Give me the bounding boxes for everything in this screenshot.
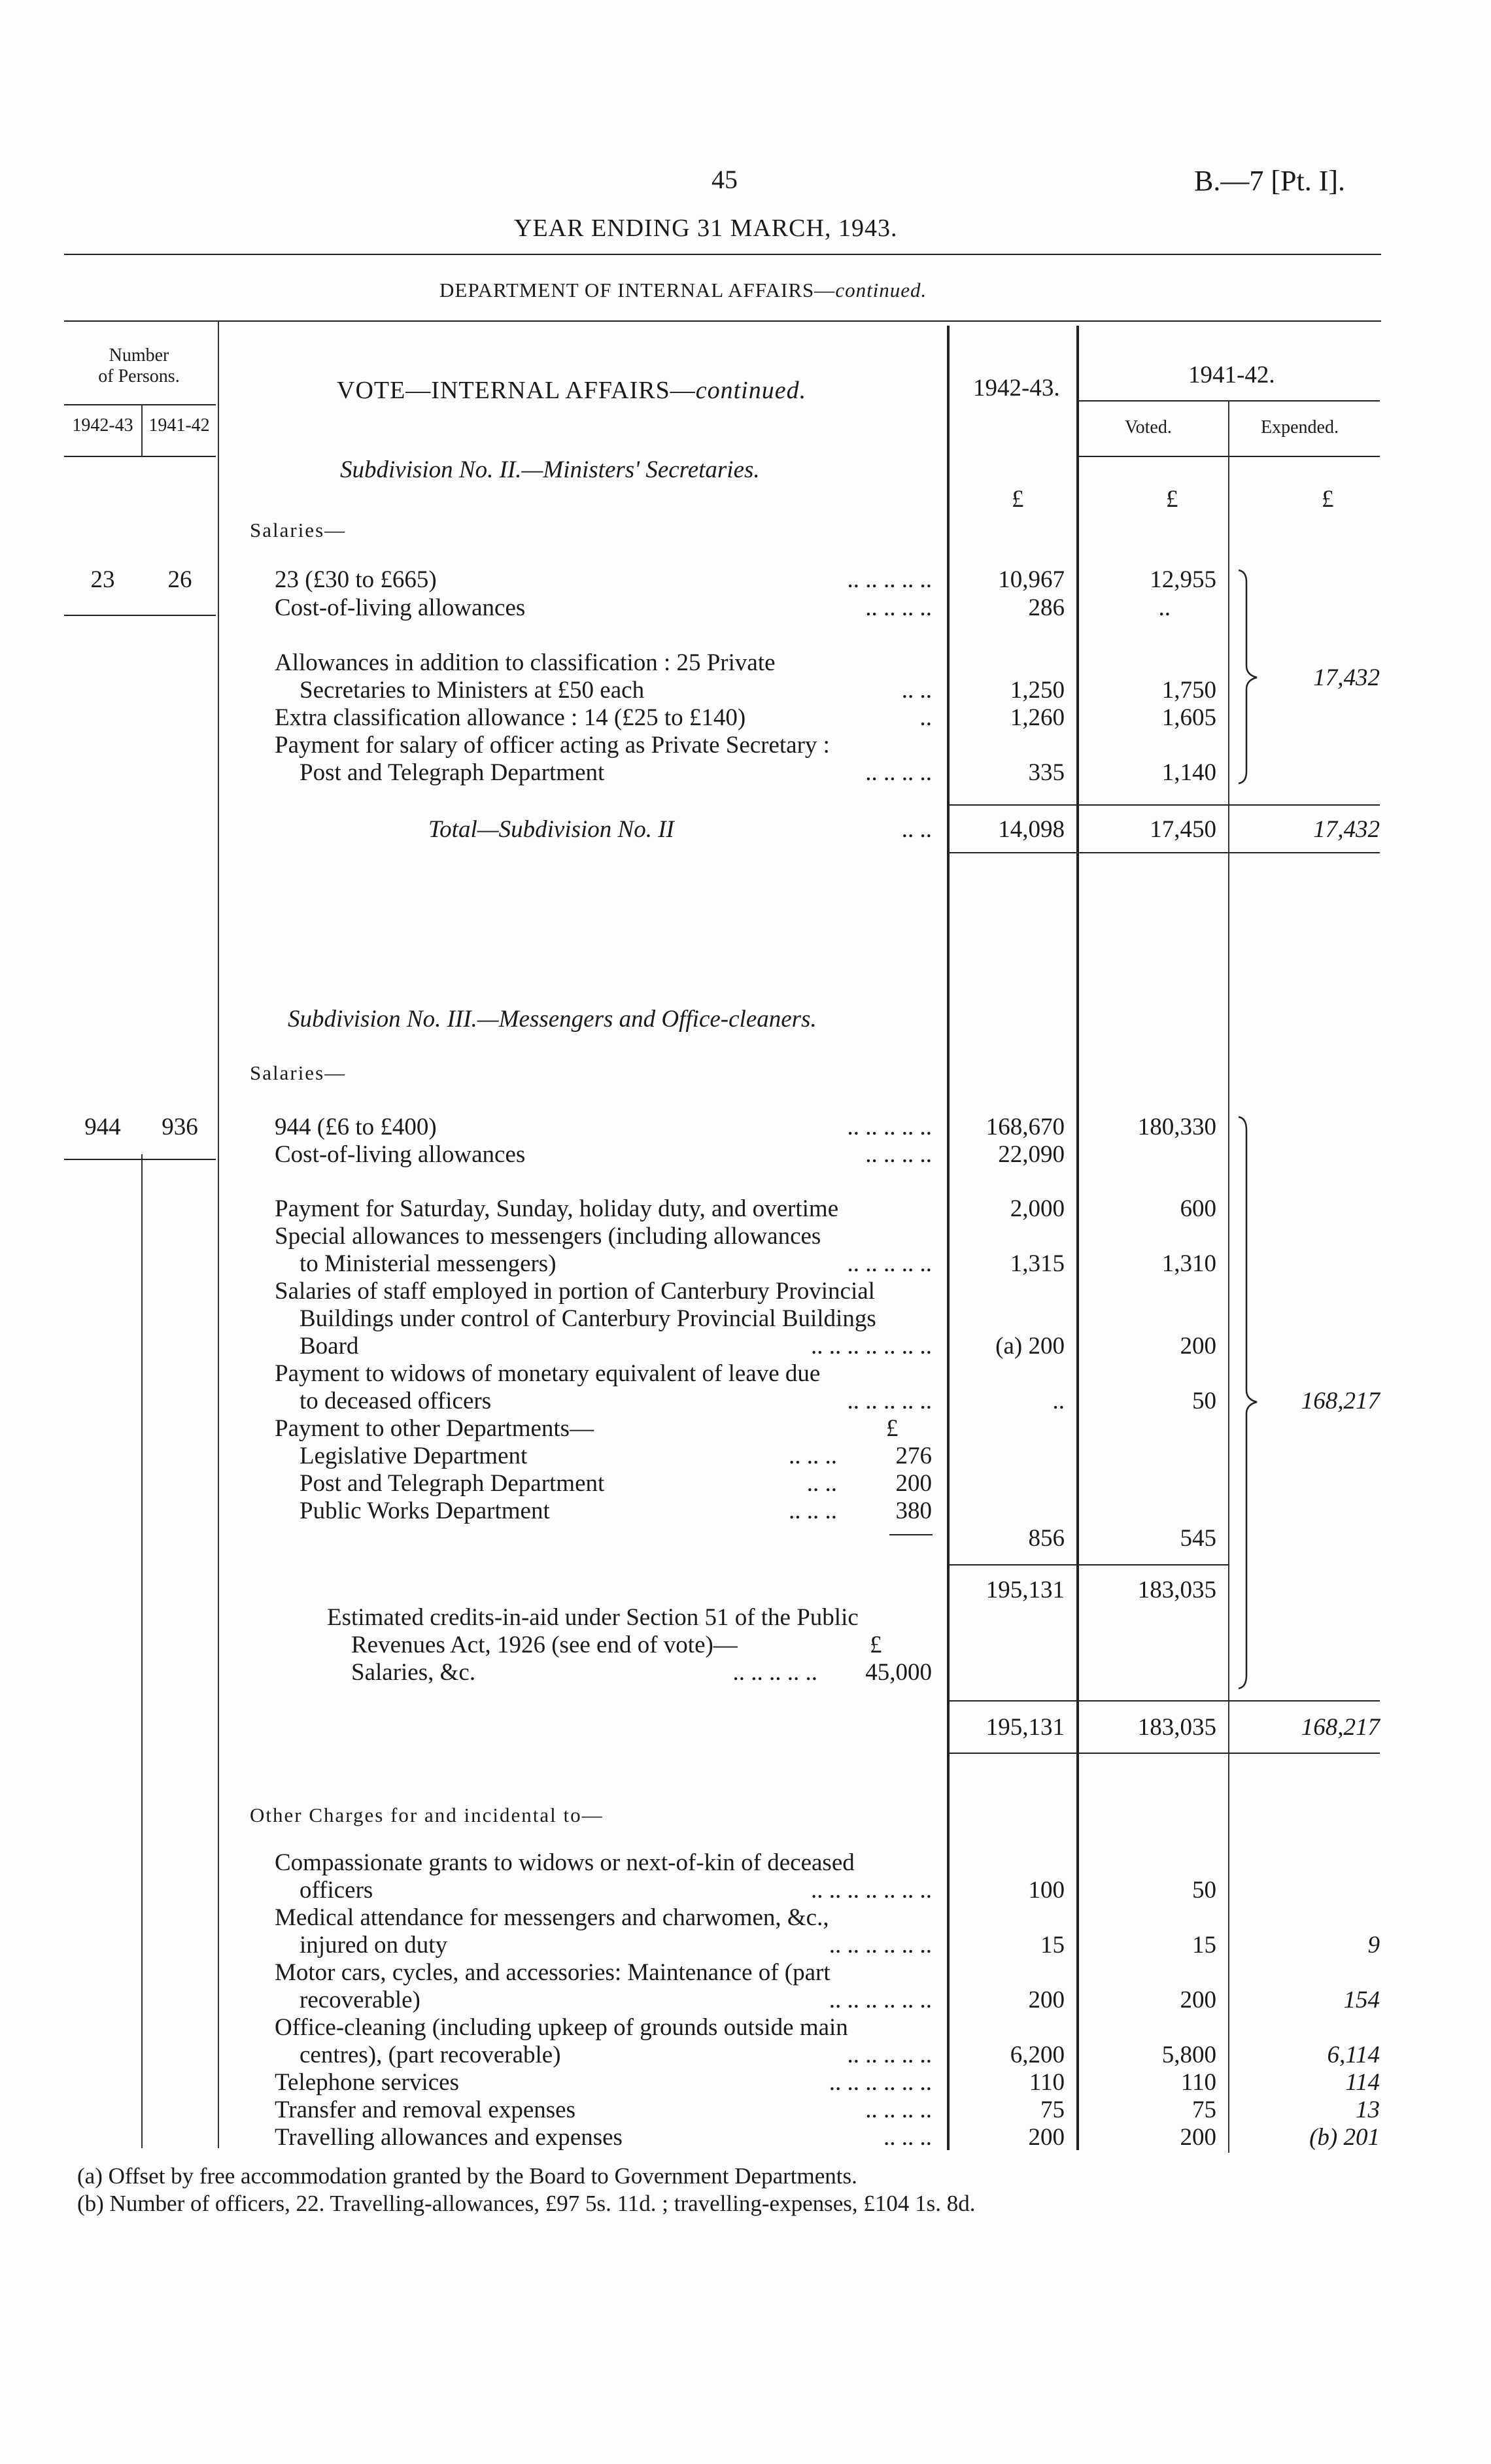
leader-dots: .. .. .. bbox=[789, 1497, 837, 1524]
other-dept-label: Legislative Department bbox=[300, 1443, 528, 1469]
charge-expended: 114 bbox=[1345, 2069, 1380, 2096]
leader-dots: .. .. .. .. bbox=[865, 759, 932, 786]
persons-col-rule bbox=[64, 456, 216, 457]
credits-label-cont: Revenues Act, 1926 (see end of vote)— bbox=[351, 1632, 738, 1658]
credits-amount: 45,000 bbox=[865, 1659, 932, 1686]
leader-dots: .. .. bbox=[901, 677, 932, 704]
sub3-row-voted: 600 bbox=[1180, 1195, 1216, 1222]
leader-dots: .. .. .. .. bbox=[865, 2096, 932, 2123]
sub3-row-1942: .. bbox=[1052, 1388, 1065, 1414]
sub3-row-label-cont: Buildings under control of Canterbury Provincial Buildings bbox=[300, 1305, 876, 1332]
charge-label: Motor cars, cycles, and accessories: Maintenance of (part bbox=[275, 1959, 831, 1986]
charge-label: Transfer and removal expenses bbox=[275, 2096, 575, 2123]
sub2-row-label: Payment for salary of officer acting as Private Secretary : bbox=[275, 732, 830, 759]
other-charges-heading: Other Charges for and incidental to— bbox=[250, 1804, 604, 1826]
charge-label: Telephone services bbox=[275, 2069, 459, 2096]
sub3-subtotal-rule bbox=[947, 1564, 1229, 1566]
leader-dots: .. .. bbox=[806, 1470, 837, 1497]
page-number: 45 bbox=[711, 165, 738, 194]
sub3-row-voted: 545 bbox=[1180, 1525, 1216, 1552]
charge-label: Travelling allowances and expenses bbox=[275, 2124, 623, 2151]
persons-header-rule bbox=[64, 404, 216, 405]
sub2-row-voted: 1,140 bbox=[1161, 759, 1216, 786]
sub3-row-label: Special allowances to messengers (including allowances bbox=[275, 1223, 821, 1250]
sub3-row-label-cont: to Ministerial messengers) bbox=[300, 1250, 557, 1277]
charge-label: Medical attendance for messengers and charwomen, &c., bbox=[275, 1904, 829, 1931]
col-1942-divider bbox=[947, 326, 950, 2150]
charge-expended: (b) 201 bbox=[1309, 2124, 1380, 2151]
sub3-row-label: Payment to widows of monetary equivalent of leave due bbox=[275, 1360, 821, 1387]
sub2-total-label: Total—Subdivision No. II bbox=[428, 816, 674, 843]
sub3-row-1942: 1,315 bbox=[1010, 1250, 1065, 1277]
leader-dots: .. bbox=[919, 704, 932, 731]
charge-label-cont: officers bbox=[300, 1877, 373, 1904]
charge-voted: 110 bbox=[1180, 2069, 1216, 2096]
footnote-a: (a) Offset by free accommodation granted by the Board to Government Departments. bbox=[77, 2163, 857, 2189]
sub2-row-1942: 1,250 bbox=[1010, 677, 1065, 704]
charge-expended: 13 bbox=[1356, 2096, 1380, 2123]
leader-dots: .. .. .. .. .. .. bbox=[829, 2069, 932, 2096]
other-dept-label: Post and Telegraph Department bbox=[300, 1470, 605, 1497]
voted-header: Voted. bbox=[1125, 417, 1172, 437]
sub2-persons-1941: 26 bbox=[167, 566, 192, 593]
sub2-row-voted: .. bbox=[1158, 594, 1171, 621]
pound-expended: £ bbox=[1322, 486, 1334, 513]
sub3-row-label: Cost-of-living allowances bbox=[275, 1141, 526, 1168]
charge-label-cont: recoverable) bbox=[300, 1987, 420, 2013]
persons-year-1941: 1941-42 bbox=[148, 415, 210, 436]
sub2-total-bottom-rule bbox=[947, 852, 1380, 853]
sub2-row-1942: 1,260 bbox=[1010, 704, 1065, 731]
sub3-brace bbox=[1237, 1116, 1263, 1691]
persons-year-1942: 1942-43 bbox=[72, 415, 133, 436]
sub3-row-label: Salaries of staff employed in portion of Canterbury Provincial bbox=[275, 1278, 875, 1305]
charge-1942: 200 bbox=[1028, 1987, 1065, 2013]
sub2-total-voted: 17,450 bbox=[1150, 816, 1216, 843]
charge-1942: 110 bbox=[1029, 2069, 1065, 2096]
sub3-row-label: 944 (£6 to £400) bbox=[275, 1114, 437, 1140]
charge-voted: 200 bbox=[1180, 1987, 1216, 2013]
sub2-brace bbox=[1237, 569, 1263, 785]
persons-divider bbox=[141, 1154, 143, 2148]
sub2-row-label-cont: Secretaries to Ministers at £50 each bbox=[300, 677, 645, 704]
charge-1942: 100 bbox=[1028, 1877, 1065, 1904]
page-title: YEAR ENDING 31 MARCH, 1943. bbox=[514, 214, 898, 242]
leader-dots: .. .. .. .. .. bbox=[847, 1388, 932, 1414]
persons-header-1: Number bbox=[109, 345, 169, 366]
sub2-row-voted: 1,605 bbox=[1161, 704, 1216, 731]
other-dept-sum-rule bbox=[889, 1534, 933, 1535]
sub2-row-label: Cost-of-living allowances bbox=[275, 594, 526, 621]
charge-voted: 15 bbox=[1192, 1932, 1216, 1959]
leader-dots: .. .. .. bbox=[883, 2124, 932, 2151]
charge-label-cont: centres), (part recoverable) bbox=[300, 2042, 561, 2068]
charge-1942: 75 bbox=[1040, 2096, 1065, 2123]
sub2-total-expended: 17,432 bbox=[1313, 816, 1380, 843]
credits-label: Estimated credits-in-aid under Section 51 of the Public bbox=[327, 1604, 859, 1631]
sub3-salaries-label: Salaries— bbox=[250, 1061, 347, 1084]
other-dept-label: Public Works Department bbox=[300, 1497, 550, 1524]
sub3-pound-sign: £ bbox=[886, 1415, 899, 1442]
other-dept-amount: 380 bbox=[895, 1497, 932, 1524]
other-dept-amount: 276 bbox=[895, 1443, 932, 1469]
title-rule bbox=[64, 254, 1381, 255]
sub3-row-1942: 22,090 bbox=[998, 1141, 1065, 1168]
charge-label: Compassionate grants to widows or next-of-kin of deceased bbox=[275, 1849, 855, 1876]
leader-dots: .. .. bbox=[901, 816, 932, 843]
charge-voted: 50 bbox=[1192, 1877, 1216, 1904]
sub2-row-label: Extra classification allowance : 14 (£25 to £140) bbox=[275, 704, 746, 731]
sub3-expended-bracket-value: 168,217 bbox=[1301, 1388, 1380, 1414]
expended-header: Expended. bbox=[1261, 417, 1339, 437]
sub2-row-voted: 1,750 bbox=[1161, 677, 1216, 704]
leader-dots: .. .. .. .. .. bbox=[847, 1250, 932, 1277]
sub2-total-top-rule bbox=[947, 804, 1380, 806]
charge-label-cont: injured on duty bbox=[300, 1932, 448, 1959]
charge-1942: 200 bbox=[1028, 2124, 1065, 2151]
persons-divider-top bbox=[141, 404, 143, 456]
sub3-persons-1941: 936 bbox=[162, 1114, 198, 1140]
leader-dots: .. .. .. .. .. bbox=[847, 2042, 932, 2068]
charge-1942: 6,200 bbox=[1010, 2042, 1065, 2068]
label-col-divider bbox=[218, 320, 219, 2148]
sub3-row-1942: 856 bbox=[1028, 1525, 1065, 1552]
charge-voted: 5,800 bbox=[1161, 2042, 1216, 2068]
sub3-heading: Subdivision No. III.—Messengers and Office-cleaners. bbox=[288, 1006, 817, 1033]
sub2-row-voted: 12,955 bbox=[1150, 566, 1216, 593]
col-1942-43-header: 1942-43. bbox=[973, 375, 1060, 402]
sub2-total-1942: 14,098 bbox=[998, 816, 1065, 843]
vote-title: VOTE—INTERNAL AFFAIRS—continued. bbox=[337, 377, 807, 404]
leader-dots: .. .. .. .. .. bbox=[847, 566, 932, 593]
pound-voted: £ bbox=[1166, 486, 1178, 513]
leader-dots: .. .. .. .. .. bbox=[732, 1659, 817, 1686]
charge-expended: 154 bbox=[1343, 1987, 1380, 2013]
sub3-row-1942: 168,670 bbox=[985, 1114, 1065, 1140]
sub3-total-expended: 168,217 bbox=[1301, 1714, 1380, 1741]
sub3-total-top-rule bbox=[947, 1700, 1380, 1702]
leader-dots: .. .. .. .. bbox=[865, 1141, 932, 1168]
credits-salaries-label: Salaries, &c. bbox=[351, 1659, 476, 1686]
leader-dots: .. .. .. bbox=[789, 1443, 837, 1469]
charge-voted: 75 bbox=[1192, 2096, 1216, 2123]
sub2-row-1942: 286 bbox=[1028, 594, 1065, 621]
sub3-subtotal-voted: 183,035 bbox=[1137, 1577, 1216, 1603]
leader-dots: .. .. .. .. .. bbox=[847, 1114, 932, 1140]
sub2-row-label-cont: Post and Telegraph Department bbox=[300, 759, 605, 786]
sub2-row-1942: 335 bbox=[1028, 759, 1065, 786]
sub2-heading: Subdivision No. II.—Ministers' Secretaries. bbox=[340, 456, 760, 483]
sub3-row-label: Payment for Saturday, Sunday, holiday duty, and overtime bbox=[275, 1195, 839, 1222]
leader-dots: .. .. .. .. .. .. bbox=[829, 1987, 932, 2013]
sub3-persons-1942: 944 bbox=[84, 1114, 121, 1140]
sub3-persons-rule bbox=[64, 1159, 216, 1160]
other-dept-amount: 200 bbox=[895, 1470, 932, 1497]
sub2-row-label: 23 (£30 to £665) bbox=[275, 566, 437, 593]
sub3-row-voted: 50 bbox=[1192, 1388, 1216, 1414]
charge-1942: 15 bbox=[1040, 1932, 1065, 1959]
page-reference: B.—7 [Pt. I]. bbox=[1194, 165, 1345, 197]
sub3-row-voted: 1,310 bbox=[1161, 1250, 1216, 1277]
sub2-expended-bracket-value: 17,432 bbox=[1313, 664, 1380, 691]
sub3-total-voted: 183,035 bbox=[1137, 1714, 1216, 1741]
footnote-b: (b) Number of officers, 22. Travelling-allowances, £97 5s. 11d. ; travelling-expenses, £104 1s. 8d. bbox=[77, 2191, 976, 2216]
sub2-persons-rule bbox=[64, 615, 216, 616]
leader-dots: .. .. .. .. .. .. .. bbox=[811, 1877, 932, 1904]
sub3-row-1942: 2,000 bbox=[1010, 1195, 1065, 1222]
leader-dots: .. .. .. .. .. .. .. bbox=[811, 1333, 932, 1360]
persons-header-2: of Persons. bbox=[98, 366, 180, 386]
sub3-total-bottom-rule bbox=[947, 1753, 1380, 1754]
credits-pound-sign: £ bbox=[870, 1632, 882, 1658]
pound-1942: £ bbox=[1012, 486, 1024, 513]
sub2-salaries-label: Salaries— bbox=[250, 519, 347, 541]
col-1941-42-header: 1941-42. bbox=[1188, 362, 1275, 388]
sub3-row-voted: 200 bbox=[1180, 1333, 1216, 1360]
sub3-row-label-cont: Board bbox=[300, 1333, 359, 1360]
charge-expended: 6,114 bbox=[1327, 2042, 1380, 2068]
sub2-persons-1942: 23 bbox=[90, 566, 115, 593]
table-top-rule bbox=[64, 320, 1381, 322]
charge-voted: 200 bbox=[1180, 2124, 1216, 2151]
sub2-row-1942: 10,967 bbox=[998, 566, 1065, 593]
sub3-row-1942: (a) 200 bbox=[995, 1333, 1065, 1360]
sub3-subtotal-1942: 195,131 bbox=[985, 1577, 1065, 1603]
leader-dots: .. .. .. .. bbox=[865, 594, 932, 621]
leader-dots: .. .. .. .. .. .. bbox=[829, 1932, 932, 1959]
department-heading: DEPARTMENT OF INTERNAL AFFAIRS—continued. bbox=[439, 279, 927, 301]
col-voted-divider bbox=[1076, 326, 1079, 2150]
charge-label: Office-cleaning (including upkeep of grounds outside main bbox=[275, 2014, 848, 2041]
charge-expended: 9 bbox=[1367, 1932, 1380, 1959]
sub3-row-label-cont: to deceased officers bbox=[300, 1388, 492, 1414]
sub3-total-1942: 195,131 bbox=[985, 1714, 1065, 1741]
sub2-row-label: Allowances in addition to classification : 25 Private bbox=[275, 649, 776, 676]
sub3-row-label: Payment to other Departments— bbox=[275, 1415, 594, 1442]
col-expended-divider bbox=[1228, 400, 1229, 2153]
sub3-row-voted: 180,330 bbox=[1137, 1114, 1216, 1140]
